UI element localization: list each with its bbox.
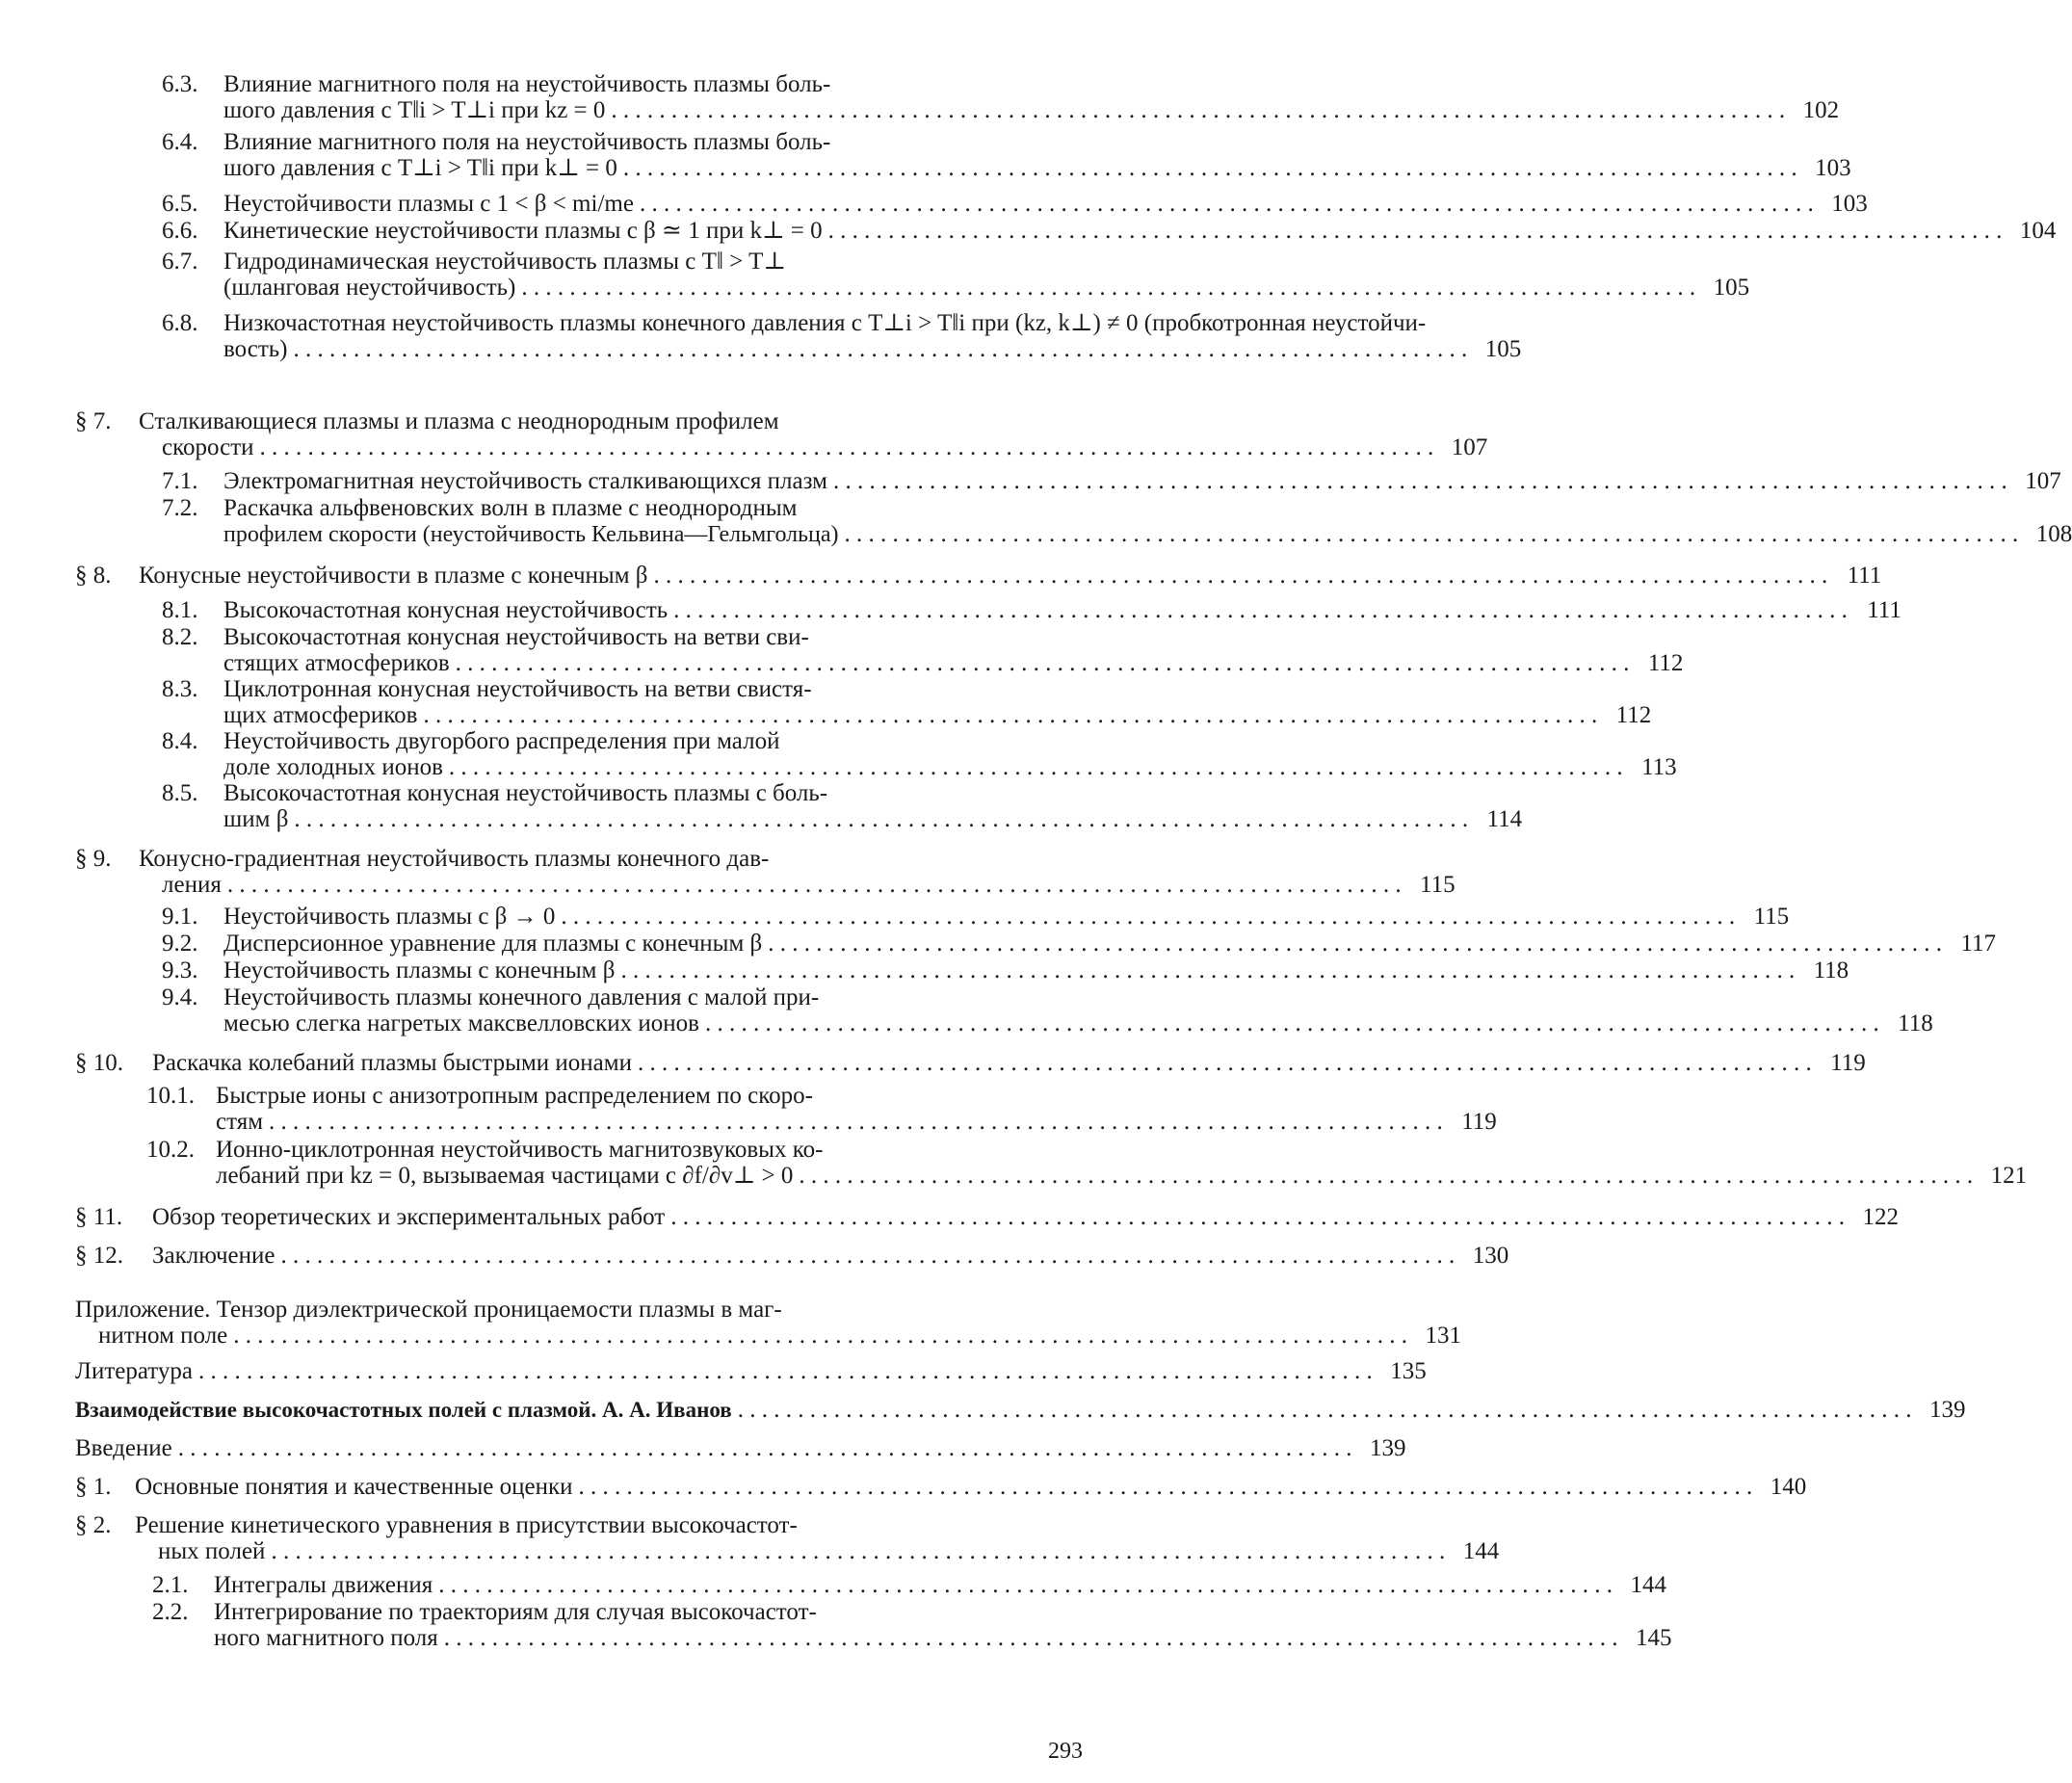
entry-title-line2: (шланговая неустойчивость) [223,275,515,301]
section-title: Заключение [152,1243,275,1269]
toc-section-8 [75,563,1040,589]
entry-title-line2: шим β [223,806,288,832]
dot-leader [281,1243,1456,1269]
entry-page: 105 [1473,336,1521,362]
entry-page: 144 [1618,1572,1666,1598]
introduction-page: 139 [1358,1435,1406,1461]
references-title: Литература [75,1358,193,1384]
entry-title-line2: месью слегка нагретых максвелловских ионов [223,1010,699,1036]
dot-leader [227,872,1402,898]
dot-leader [799,1163,1973,1189]
entry-page: 118 [1800,957,1849,983]
toc-section-1 [75,1474,1040,1500]
dot-leader [654,563,1828,589]
section-number: § 10. [75,1050,152,1076]
toc-section-12 [75,1243,1040,1269]
entry-title-line1: Низкочастотная неустойчивость плазмы конечного давления с T⊥i > T‖i при (kz, k⊥) ≠ 0 (пробкотронная неустойчи- [223,310,1521,336]
dot-leader [833,468,2007,494]
entry-page: 103 [1820,191,1868,217]
dot-leader [611,97,1785,123]
entry-title-line2: лебаний при kz = 0, вызываемая частицами с ∂f/∂v⊥ > 0 [216,1163,793,1189]
section-title-line2: ных полей [158,1538,265,1564]
section-page: 115 [1407,872,1456,898]
entry-title-line1: Неустойчивость плазмы конечного давления с малой при- [223,984,1933,1010]
toc-entry-2-1 [152,1572,1040,1598]
toc-entry-7-2 [162,495,1040,548]
toc-entry-9-2 [162,931,1040,957]
toc-references [75,1358,1040,1384]
toc-entry-9-4 [162,984,1040,1036]
toc-section-9 [75,846,1040,898]
toc-entry-8-5 [162,780,1040,832]
section-title-line1: Решение кинетического уравнения в присутствии высокочастот- [135,1512,1499,1538]
entry-page: 113 [1629,754,1677,780]
toc-entry-9-1 [162,904,1040,930]
toc-entry-6-7 [162,249,1040,301]
entry-title-line2: стящих атмосфериков [223,650,450,676]
dot-leader [449,754,1623,780]
entry-number: 8.5. [162,780,223,806]
entry-page: 114 [1474,806,1522,832]
entry-number: 2.1. [152,1572,214,1598]
section-title: Раскачка колебаний плазмы быстрыми ионами [152,1050,632,1076]
entry-title-line1: Высокочастотная конусная неустойчивость на ветви сви- [223,624,1683,650]
entry-title-line1: Ионно-циклотронная неустойчивость магнитозвуковых ко- [216,1137,2027,1163]
entry-page: 112 [1635,650,1683,676]
article-title: Взаимодействие высокочастотных полей с плазмой. А. А. Иванов [75,1397,732,1423]
dot-leader [269,1109,1443,1135]
dot-leader [233,1323,1407,1349]
section-page: 111 [1833,563,1881,589]
entry-number: 8.2. [162,624,223,650]
dot-leader [705,1010,1879,1036]
toc-entry-2-2 [152,1599,1040,1651]
dot-leader [561,904,1735,930]
entry-title-line1: Раскачка альфвеновских волн в плазме с неоднородным [223,495,2072,521]
toc-entry-6-6 [162,218,1040,244]
toc-section-10 [75,1050,1040,1076]
entry-title-line1: Влияние магнитного поля на неустойчивость плазмы боль- [223,71,1839,97]
dot-leader [670,1204,1845,1230]
entry-page: 102 [1791,97,1839,123]
section-title-line2: ления [162,872,222,898]
dot-leader [456,650,1630,676]
entry-number: 8.3. [162,676,223,702]
entry-page: 105 [1701,275,1749,301]
entry-number: 7.2. [162,495,223,521]
toc-page [0,0,1156,1783]
dot-leader [579,1474,1753,1500]
entry-number: 6.3. [162,71,223,97]
entry-number: 10.2. [146,1137,216,1163]
entry-number: 9.3. [162,957,223,983]
entry-number: 9.4. [162,984,223,1010]
appendix-title-line2: нитном поле [98,1323,227,1349]
section-page: 122 [1850,1204,1899,1230]
entry-title: Неустойчивость плазмы с конечным β [223,957,615,983]
entry-page: 107 [2013,468,2061,494]
entry-number: 7.1. [162,468,223,494]
section-title-line1: Сталкивающиеся плазмы и плазма с неоднородным профилем [139,408,1487,434]
entry-title-line1: Интегрирование по траекториям для случая высокочастот- [214,1599,1671,1625]
entry-page: 117 [1948,931,1996,957]
toc-entry-10-2 [146,1137,1040,1189]
entry-number: 9.1. [162,904,223,930]
entry-title-line1: Циклотронная конусная неустойчивость на ветви свистя- [223,676,1651,702]
toc-entry-6-3 [162,71,1040,123]
entry-number: 8.1. [162,597,223,623]
section-number: § 12. [75,1243,152,1269]
section-title: Конусные неустойчивости в плазме с конечным β [139,563,648,589]
dot-leader [444,1625,1618,1651]
entry-number: 8.4. [162,728,223,754]
dot-leader [521,275,1695,301]
entry-title-line1: Высокочастотная конусная неустойчивость плазмы с боль- [223,780,1522,806]
toc-introduction [75,1435,1040,1461]
entry-title-line2: шого давления с T‖i > T⊥i при kz = 0 [223,97,605,123]
article-page: 139 [1917,1397,1965,1423]
dot-leader [178,1435,1352,1461]
toc-entry-8-4 [162,728,1040,780]
toc-entry-8-2 [162,624,1040,676]
dot-leader [294,806,1468,832]
entry-number: 9.2. [162,931,223,957]
entry-title-line2: стям [216,1109,263,1135]
entry-page: 145 [1623,1625,1671,1651]
entry-title-line1: Неустойчивость двугорбого распределения при малой [223,728,1677,754]
entry-title: Неустойчивости плазмы с 1 < β < mi/me [223,191,634,217]
entry-title-line1: Быстрые ионы с анизотропным распределением по скоро- [216,1083,1497,1109]
toc-entry-6-8 [162,310,1040,362]
entry-title-line2: профилем скорости (неустойчивость Кельвина—Гельмгольца) [223,522,839,548]
section-number: § 2. [75,1512,135,1538]
dot-leader [423,702,1597,728]
toc-entry-6-4 [162,129,1040,181]
entry-page: 104 [2007,218,2056,244]
toc-entry-7-1 [162,468,1040,494]
entry-number: 2.2. [152,1599,214,1625]
entry-number: 6.8. [162,310,223,336]
toc-appendix [75,1297,1040,1349]
entry-number: 6.4. [162,129,223,155]
entry-title: Электромагнитная неустойчивость сталкивающихся плазм [223,468,827,494]
dot-leader [673,597,1848,623]
dot-leader [198,1358,1373,1384]
entry-title: Высокочастотная конусная неустойчивость [223,597,668,623]
dot-leader [638,1050,1812,1076]
page-number: 293 [1048,1739,1083,1765]
section-title-line2: скорости [162,434,254,460]
dot-leader [438,1572,1613,1598]
section-title: Основные понятия и качественные оценки [135,1474,573,1500]
introduction-title: Введение [75,1435,172,1461]
dot-leader [640,191,1814,217]
entry-title-line2: ного магнитного поля [214,1625,438,1651]
appendix-title-line1: Приложение. Тензор диэлектрической проницаемости плазмы в маг- [75,1297,1461,1323]
section-number: § 11. [75,1204,152,1230]
entry-page: 111 [1853,597,1902,623]
entry-number: 6.7. [162,249,223,275]
entry-title-line1: Влияние магнитного поля на неустойчивость плазмы боль- [223,129,1851,155]
toc-entry-6-5 [162,191,1040,217]
entry-title-line1: Гидродинамическая неустойчивость плазмы с T‖ > T⊥ [223,249,1749,275]
entry-title: Интегралы движения [214,1572,433,1598]
section-number: § 1. [75,1474,135,1500]
entry-page: 103 [1803,155,1851,181]
entry-title-line2: вость) [223,336,288,362]
entry-title-line2: доле холодных ионов [223,754,443,780]
entry-title: Кинетические неустойчивости плазмы с β ≃ 1 при k⊥ = 0 [223,218,823,244]
section-page: 119 [1818,1050,1866,1076]
toc-entry-10-1 [146,1083,1040,1135]
toc-section-7 [75,408,1040,460]
entry-number: 6.5. [162,191,223,217]
toc-entry-9-3 [162,957,1040,983]
entry-title: Дисперсионное уравнение для плазмы с конечным β [223,931,762,957]
entry-page: 121 [1979,1163,2027,1189]
dot-leader [768,931,1942,957]
section-page: 144 [1451,1538,1499,1564]
section-number: § 9. [75,846,139,872]
references-page: 135 [1378,1358,1427,1384]
entry-title: Неустойчивость плазмы с β → 0 [223,904,555,930]
section-page: 130 [1460,1243,1508,1269]
dot-leader [271,1538,1445,1564]
entry-page: 119 [1449,1109,1497,1135]
section-title: Обзор теоретических и экспериментальных работ [152,1204,665,1230]
toc-section-2 [75,1512,1040,1564]
section-number: § 8. [75,563,139,589]
entry-page: 118 [1885,1010,1933,1036]
entry-number: 6.6. [162,218,223,244]
entry-page: 115 [1741,904,1789,930]
section-title-line1: Конусно-градиентная неустойчивость плазмы конечного дав- [139,846,1456,872]
dot-leader [294,336,1468,362]
entry-title-line2: щих атмосфериков [223,702,417,728]
toc-entry-8-3 [162,676,1040,728]
dot-leader [620,957,1795,983]
section-number: § 7. [75,408,139,434]
toc-article-title [75,1397,1040,1423]
appendix-page: 131 [1413,1323,1461,1349]
entry-number: 10.1. [146,1083,216,1109]
toc-entry-8-1 [162,597,1040,623]
dot-leader [845,521,2019,547]
entry-page: 112 [1603,702,1651,728]
dot-leader [828,218,2003,244]
dot-leader [738,1397,1912,1423]
section-page: 107 [1439,434,1487,460]
dot-leader [623,155,1797,181]
entry-page: 108 [2024,521,2072,547]
section-page: 140 [1758,1474,1806,1500]
entry-title-line2: шого давления с T⊥i > T‖i при k⊥ = 0 [223,155,617,181]
toc-section-11 [75,1204,1040,1230]
dot-leader [260,434,1434,460]
